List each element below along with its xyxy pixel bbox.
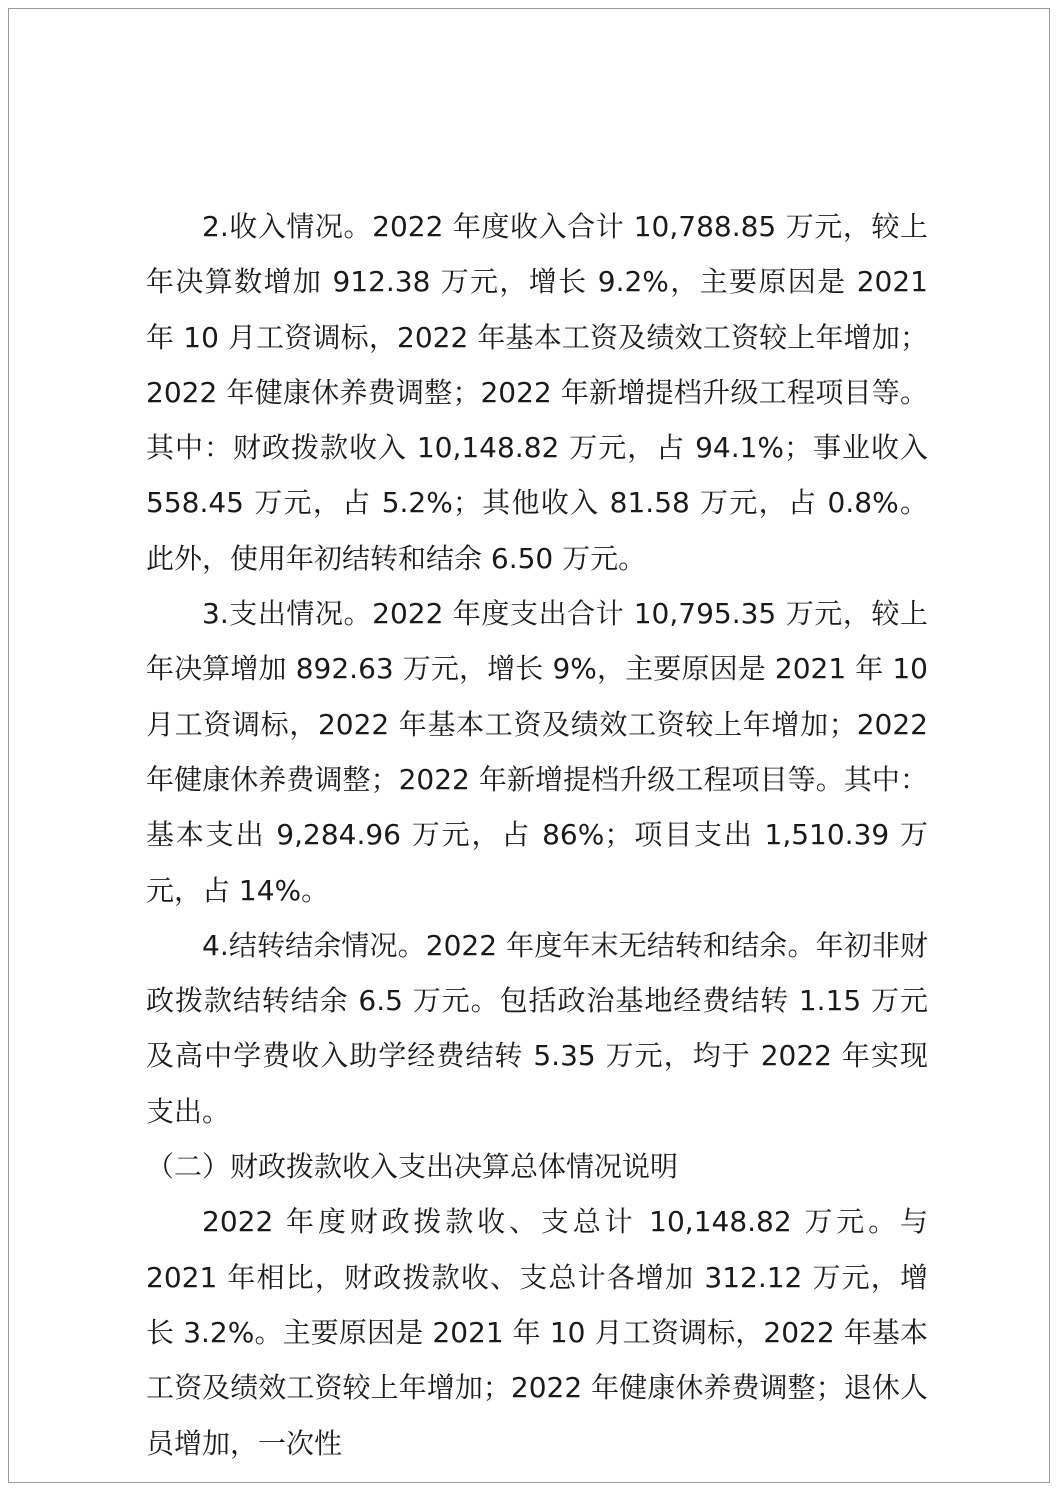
fiscal-appropriation-paragraph: 2022 年度财政拨款收、支总计 10,148.82 万元。与 2021 年相比，财政拨款收、支总计各增加 312.12 万元，增长 3.2%。主要原因是 2021 年 10 月工资调标，2022 年基本工资及绩效工资较上年增加；2022 年健康休养费调整；退休人员增加，一次性 [146,1205,928,1460]
document-page [8,8,1050,1483]
carryover-paragraph: 4.结转结余情况。2022 年度年末无结转和结余。年初非财政拨款结转结余 6.5 万元。包括政治基地经费结转 1.15 万元及高中学费收入助学经费结转 5.35 万元，均于 2022 年实现支出。 [146,928,928,1128]
income-paragraph: 2.收入情况。2022 年度收入合计 10,788.85 万元，较上年决算数增加 912.38 万元，增长 9.2%，主要原因是 2021 年 10 月工资调标，2022 年基本工资及绩效工资较上年增加；2022 年健康休养费调整；2022 年新增提档升级工程项目等。其中：财政拨款收入 10,148.82 万元，占 94.1%；事业收入 558.45 万元，占 5.2%；其他收入 81.58 万元，占 0.8%。此外，使用年初结转和结余 6.50 万元。 [146,210,928,575]
expenditure-paragraph: 3.支出情况。2022 年度支出合计 10,795.35 万元，较上年决算增加 892.63 万元，增长 9%，主要原因是 2021 年 10 月工资调标，2022 年基本工资及绩效工资较上年增加；2022 年健康休养费调整；2022 年新增提档升级工程项目等。其中：基本支出 9,284.96 万元，占 86%；项目支出 1,510.39 万元，占 14%。 [146,597,928,907]
section-heading: （二）财政拨款收入支出决算总体情况说明 [146,1150,679,1184]
document-body [146,199,928,1471]
